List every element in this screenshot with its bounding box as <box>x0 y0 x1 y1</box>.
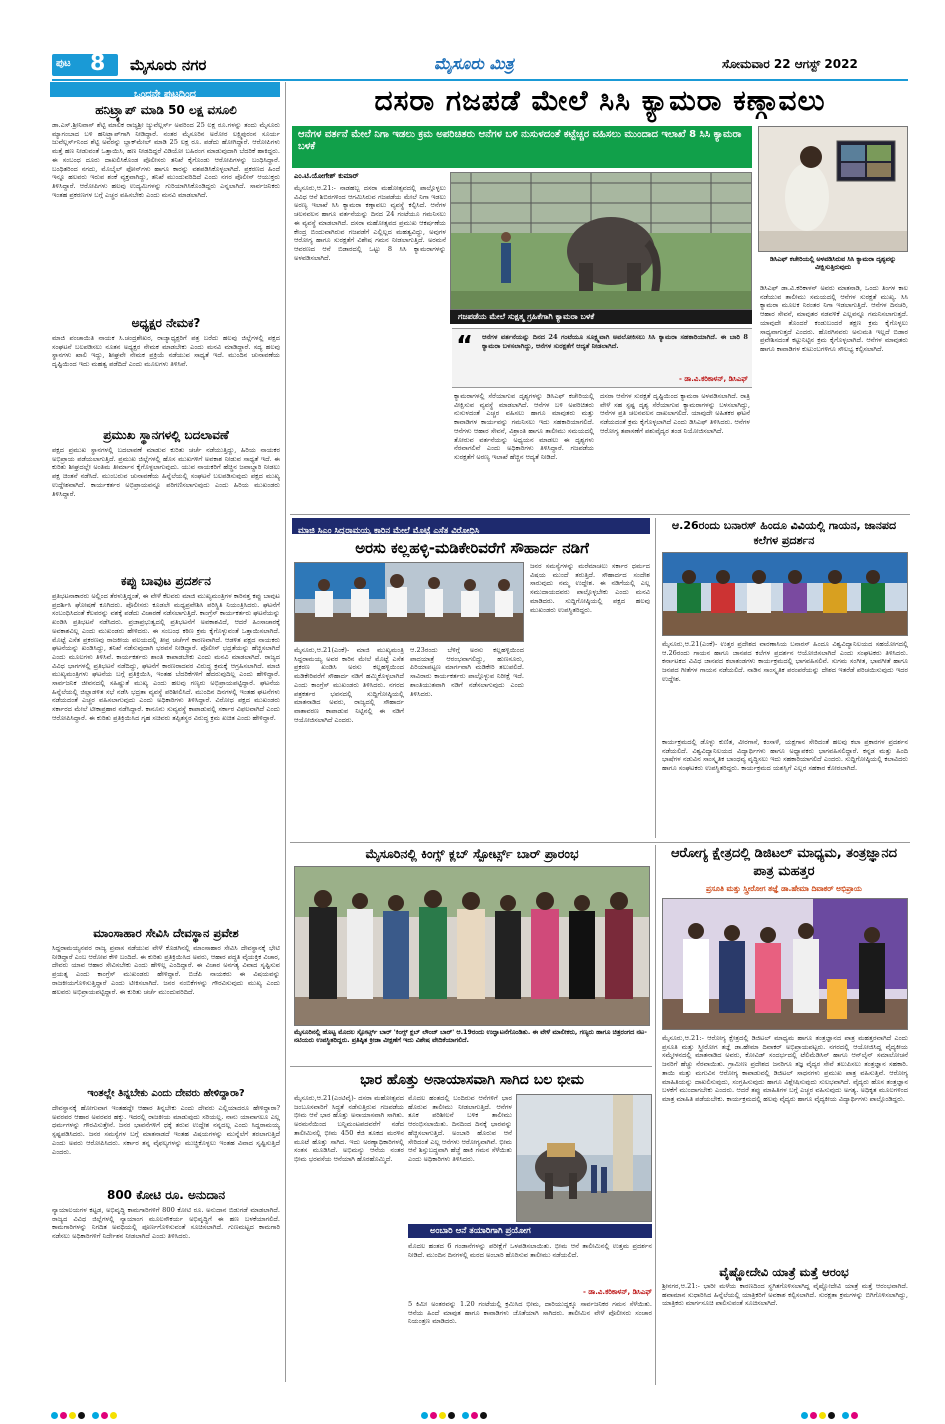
left-headline-6: ಇಂತಲ್ಲೇ ತಿನ್ನಬೇಕು ಎಂದು ದೇವರು ಹೇಳಿದ್ದಾರಾ? <box>87 1088 245 1099</box>
page-number: 8 <box>90 51 106 76</box>
kings-inauguration-photo <box>294 866 650 1026</box>
kicker-item-3: 8 ಸಿಸಿ ಕ್ಯಾಮರಾ ಬಳಕೆ <box>298 129 742 152</box>
banaras-body-2: ಕಾರ್ಯಕ್ರಮದಲ್ಲಿ ಡೊಳ್ಳು ಕುಣಿತ, ವೀರಗಾಸೆ, ಕಂಸಾಳೆ, ಯಕ್ಷಗಾನ ಸೇರಿದಂತೆ ಹಲವು ಕಲಾ ಪ್ರಕಾರಗಳ ಪ್ರದರ್ಶನ ನಡೆಯಲಿದೆ. ವಿಶ್ವವಿದ್ಯಾನಿಲಯದ ವಿದ್ಯಾರ್ಥಿಗಳು ಹಾಗೂ ಅಧ್ಯಾಪಕರು ಭಾಗವಹಿಸಲಿದ್ದಾರೆ. ಕನ್ನಡ ಮತ್ತು ಹಿಂದಿ ಭಾಷೆಗಳ ನಡುವಿನ ಸಾಂಸ್ಕೃತಿಕ ಬಾಂಧವ್ಯ ವೃದ್ಧಿಸಲು ಇದು ಸಹಕಾರಿಯಾಗಲಿದೆ ಎಂದರು. ಸುದ್ದಿಗೋಷ್ಠಿಯಲ್ಲಿ ಕಲಾವಿದರು ಹಾಗೂ ಸಂಘಟಕರು ಉಪಸ್ಥಿತರಿದ್ದರು. ಕಾರ್ಯಕ್ರಮದ ಯಶಸ್ಸಿಗೆ ಎಲ್ಲರ ಸಹಕಾರ ಕೋರಲಾಗಿದೆ. <box>662 738 908 773</box>
masthead-rule <box>52 79 908 81</box>
kings-photo-caption: ಮೈಸೂರಿನಲ್ಲಿ ಹೊಟ್ಟ ಮೊದಲ ಸ್ಪೋರ್ಟ್ಸ್ ಬಾರ್ 'ಕಿಂಗ್ಸ್ ಕ್ಲಬ್ ಲೌಂಜ್ ಬಾರ್' ಆ.19ರಂದು ಉದ್ಘಾಟನೆಗೊಂಡಿತು. ಈ ವೇಳೆ ಮಾಲೀಕರು, ಗಣ್ಯರು ಹಾಗೂ ಚಿತ್ರರಂಗದ ನಟ-ನಟಿಯರು ಉಪಸ್ಥಿತರಿದ್ದರು. ಪ್ರತಿಷ್ಠಿತ ಕ್ರೀಡಾ ವೀಕ್ಷಣೆಗೆ ಇದು ವಿಶೇಷ ವೇದಿಕೆಯಾಗಲಿದೆ. <box>294 1028 647 1044</box>
lead-headline: ದಸರಾ ಗಜಪಡೆ ಮೇಲೆ ಸಿಸಿ ಕ್ಯಾಮರಾ ಕಣ್ಗಾವಲು <box>374 84 826 117</box>
column-rule-left <box>285 82 286 1382</box>
issue-date: ಸೋಮವಾರ 22 ಆಗಸ್ಟ್ 2022 <box>722 57 858 71</box>
mid-rule <box>290 842 910 843</box>
bhima-photo-caption: ಅಂಬಾರಿ ಆನೆ ತಯಾರಿಗಾಗಿ ಪ್ರಯೋಗ <box>430 1226 531 1236</box>
lead-byline: ಎಂ.ಟಿ.ಯೋಗೇಶ್ ಕುಮಾರ್ <box>294 172 359 180</box>
bhima-body-1: ಮೈಸೂರು,ಆ.21(ಎಂಟಿವೈ)- ದಸರಾ ಮಹೋತ್ಸವದ ಜಂಬೂಸವಾರಿಗೆ ಸಿದ್ಧತೆ ನಡೆಸುತ್ತಿರುವ ಗಜಪಡೆಯ ಭೀಮ ಆನೆ ಭಾರ ಹೊತ್ತು ಅನಾಯಾಸವಾಗಿ ಸಾಗಿತು. ಅರಮನೆಯಿಂದ ಬನ್ನಿಮಂಟಪದವರೆಗೆ ನಡೆದ ತಾಲೀಮಿನಲ್ಲಿ ಭೀಮ 450 ಕೆಜಿ ತೂಕದ ಮರಳಿನ ಮೂಟೆ ಹೊತ್ತು ಸಾಗಿದ. ಇದು ಅರಣ್ಯಾಧಿಕಾರಿಗಳಲ್ಲಿ ಸಂತಸ ಮೂಡಿಸಿದೆ. ಅಭಿಮನ್ಯು ಆನೆಯ ನಂತರ ಭೀಮ ಭರವಸೆಯ ಆನೆಯಾಗಿ ಹೊರಹೊಮ್ಮಿದೆ. <box>294 1094 404 1163</box>
left-body-7: ನ್ಯಾಯಾಲಯಗಳ ಕಟ್ಟಡ, ಅಭಿವೃದ್ಧಿ ಕಾಮಗಾರಿಗಳಿಗೆ 800 ಕೋಟಿ ರೂ. ಅನುದಾನ ಬಿಡುಗಡೆ ಮಾಡಲಾಗಿದೆ. ರಾಜ್ಯದ ವಿವಿಧ ಜಿಲ್ಲೆಗಳಲ್ಲಿ ನ್ಯಾಯಾಂಗ ಮೂಲಸೌಕರ್ಯ ಅಭಿವೃದ್ಧಿಗೆ ಈ ಹಣ ಬಳಕೆಯಾಗಲಿದೆ. ಕಾಮಗಾರಿಗಳನ್ನು ನಿಗದಿತ ಅವಧಿಯಲ್ಲಿ ಪೂರ್ಣಗೊಳಿಸುವಂತೆ ಸೂಚಿಸಲಾಗಿದೆ. ಗುಣಮಟ್ಟದ ಕಾಮಗಾರಿ ನಡೆಸಲು ಅಧಿಕಾರಿಗಳಿಗೆ ನಿರ್ದೇಶನ ನೀಡಲಾಗಿದೆ ಎಂದು ತಿಳಿಸಿದರು. <box>52 1206 280 1241</box>
sauhardha-body-1: ಮೈಸೂರು,ಆ.21(ಎಂಕೆ)- ಮಾಜಿ ಮುಖ್ಯಮಂತ್ರಿ ಸಿದ್ದರಾಮಯ್ಯ ಅವರ ಕಾರಿನ ಮೇಲೆ ಮೊಟ್ಟೆ ಎಸೆತ ಪ್ರಕರಣ ಖಂಡಿಸಿ ಅರಸು ಕಲ್ಲಹಳ್ಳಿಯಿಂದ ಮಡಿಕೇರಿವರೆಗೆ ಸೌಹಾರ್ದ ನಡಿಗೆ ಹಮ್ಮಿಕೊಳ್ಳಲಾಗಿದೆ ಎಂದು ಕಾಂಗ್ರೆಸ್ ಮುಖಂಡರು ತಿಳಿಸಿದರು. ನಗರದ ಪತ್ರಕರ್ತರ ಭವನದಲ್ಲಿ ಸುದ್ದಿಗೋಷ್ಠಿಯಲ್ಲಿ ಮಾತನಾಡಿದ ಅವರು, ರಾಜ್ಯದಲ್ಲಿ ಸೌಹಾರ್ದ ವಾತಾವರಣ ಕಾಪಾಡುವ ನಿಟ್ಟಿನಲ್ಲಿ ಈ ನಡಿಗೆ ಆಯೋಜಿಸಲಾಗಿದೆ ಎಂದರು. <box>294 646 404 724</box>
cctv-office-photo <box>758 126 908 252</box>
bhima-body-2: ಮೊದಲ ಹಂತದಲ್ಲಿ ಬಂದಿರುವ ಆನೆಗಳಿಗೆ ಭಾರ ಹೊರುವ ತಾಲೀಮು ನೀಡಲಾಗುತ್ತಿದೆ. ಆನೆಗಳ ತೂಕ ಪರಿಶೀಲನೆ ಬಳಿಕ ತಾಲೀಮು ಆರಂಭಿಸಲಾಯಿತು. ದಿನದಿಂದ ದಿನಕ್ಕೆ ಭಾರವನ್ನು ಹೆಚ್ಚಿಸಲಾಗುತ್ತಿದೆ. ಅಂಬಾರಿ ಹೊರುವ ಆನೆ ಸೇರಿದಂತೆ ಎಲ್ಲ ಆನೆಗಳು ಆರೋಗ್ಯವಾಗಿವೆ. ಭೀಮ ಆನೆ ಶಿಸ್ತುಬದ್ಧವಾಗಿ ಹೆಜ್ಜೆ ಹಾಕಿ ಗಮನ ಸೆಳೆಯಿತು ಎಂದು ಅಧಿಕಾರಿಗಳು ತಿಳಿಸಿದರು. <box>408 1094 512 1163</box>
left-body-3: ಪಕ್ಷದ ಪ್ರಮುಖ ಸ್ಥಾನಗಳಲ್ಲಿ ಬದಲಾವಣೆ ಮಾಡುವ ಕುರಿತು ಚರ್ಚೆ ನಡೆಯುತ್ತಿದ್ದು, ಹಿರಿಯ ನಾಯಕರ ಅಭಿಪ್ರಾಯ ಪಡೆಯಲಾಗುತ್ತಿದೆ. ಪ್ರಮುಖ ಜಿಲ್ಲೆಗಳಲ್ಲಿ ಹೊಸ ಮುಖಗಳಿಗೆ ಅವಕಾಶ ನೀಡುವ ಸಾಧ್ಯತೆ ಇದೆ. ಈ ಕುರಿತು ಶೀಘ್ರದಲ್ಲೇ ಅಂತಿಮ ತೀರ್ಮಾನ ಕೈಗೊಳ್ಳಲಾಗುವುದು. ಯುವ ನಾಯಕರಿಗೆ ಹೆಚ್ಚಿನ ಜವಾಬ್ದಾರಿ ನೀಡಲು ಪಕ್ಷ ಚಿಂತನೆ ನಡೆಸಿದೆ. ಮುಂಬರುವ ಚುನಾವಣೆಯ ಹಿನ್ನೆಲೆಯಲ್ಲಿ ಸಂಘಟನೆ ಬಲಪಡಿಸುವುದು ಪಕ್ಷದ ಮುಖ್ಯ ಉದ್ದೇಶವಾಗಿದೆ. ಕಾರ್ಯಕರ್ತರ ಅಭಿಪ್ರಾಯವನ್ನೂ ಪರಿಗಣಿಸಲಾಗುವುದು ಎಂದು ಹಿರಿಯ ಮುಖಂಡರು ತಿಳಿಸಿದ್ದಾರೆ. <box>52 446 280 498</box>
left-headline-5: ಮಾಂಸಾಹಾರ ಸೇವಿಸಿ ದೇವಸ್ಥಾನ ಪ್ರವೇಶ <box>93 926 239 940</box>
lead-body-col4: ಡಿಸಿಎಫ್ ಡಾ.ವಿ.ಕರಿಕಾಳನ್ ಅವರು ಮಾತನಾಡಿ, ಒಂದು ತಿಂಗಳ ಕಾಲ ನಡೆಯುವ ತಾಲೀಮು ಸಮಯದಲ್ಲಿ ಆನೆಗಳ ಸುರಕ್ಷತೆ ಮುಖ್ಯ. ಸಿಸಿ ಕ್ಯಾಮರಾ ಮೂಲಕ ನಿರಂತರ ನಿಗಾ ಇಡಲಾಗುತ್ತಿದೆ. ಆನೆಗಳ ದಿನಚರಿ, ಆಹಾರ ಸೇವನೆ, ಮಾವುತರ ನಡವಳಿಕೆ ಎಲ್ಲವನ್ನೂ ಗಮನಿಸಲಾಗುತ್ತದೆ. ಯಾವುದೇ ತೊಂದರೆ ಕಂಡುಬಂದರೆ ತಕ್ಷಣ ಕ್ರಮ ಕೈಗೊಳ್ಳಲು ಸಾಧ್ಯವಾಗುತ್ತದೆ ಎಂದರು. ಹೊರಗಿನವರು ಅನುಮತಿ ಇಲ್ಲದೆ ಬಿಡಾರ ಪ್ರವೇಶಿಸದಂತೆ ಕಟ್ಟುನಿಟ್ಟಿನ ಕ್ರಮ ಕೈಗೊಳ್ಳಲಾಗಿದೆ. ಆನೆಗಳ ಮಾವುತರು ಹಾಗೂ ಕಾವಾಡಿಗಳ ಕುಟುಂಬಗಳಿಗೂ ಸೌಲಭ್ಯ ಕಲ್ಪಿಸಲಾಗಿದೆ. <box>760 284 908 353</box>
left-body-4: ಪ್ರತಿಭಟನಾಕಾರರು ಅಲ್ಲಿಂದ ತೆರಳುತ್ತಿದ್ದಂತೆ, ಈ ವೇಳೆ ಕೆಲವರು ಮಾಜಿ ಮುಖ್ಯಮಂತ್ರಿಗಳ ಕಾರಿನತ್ತ ಕಪ್ಪು ಬಾವುಟ ಪ್ರದರ್ಶಿಸಿ ಘೋಷಣೆ ಕೂಗಿದರು. ಪೊಲೀಸರು ಕೂಡಲೇ ಮಧ್ಯಪ್ರವೇಶಿಸಿ ಪರಿಸ್ಥಿತಿ ನಿಯಂತ್ರಿಸಿದರು. ಘಟನೆಗೆ ಸಂಬಂಧಿಸಿದಂತೆ ಕೆಲವರನ್ನು ವಶಕ್ಕೆ ಪಡೆದು ವಿಚಾರಣೆ ನಡೆಸಲಾಗುತ್ತಿದೆ. ಕಾಂಗ್ರೆಸ್ ಕಾರ್ಯಕರ್ತರು ಘಟನೆಯನ್ನು ಖಂಡಿಸಿ ಪ್ರತಿಭಟನೆ ನಡೆಸಿದರು. ಪ್ರಜಾಪ್ರಭುತ್ವದಲ್ಲಿ ಪ್ರತಿಭಟನೆಗೆ ಅವಕಾಶವಿದೆ, ಆದರೆ ಹಿಂಸಾಚಾರಕ್ಕೆ ಅವಕಾಶವಿಲ್ಲ ಎಂದು ಮುಖಂಡರು ಹೇಳಿದರು. ಈ ಸಂಬಂಧ ಕಠಿಣ ಕ್ರಮ ಕೈಗೊಳ್ಳುವಂತೆ ಒತ್ತಾಯಿಸಲಾಗಿದೆ. ಮೊಟ್ಟೆ ಎಸೆತ ಪ್ರಕರಣವು ರಾಜಕೀಯ ವಲಯದಲ್ಲಿ ತೀವ್ರ ಚರ್ಚೆಗೆ ಕಾರಣವಾಗಿದೆ. ಆಡಳಿತ ಪಕ್ಷದ ನಾಯಕರು ಘಟನೆಯನ್ನು ಖಂಡಿಸಿದ್ದು, ತನಿಖೆ ನಡೆಸುವುದಾಗಿ ಭರವಸೆ ನೀಡಿದ್ದಾರೆ. ಪೊಲೀಸ್ ಭದ್ರತೆಯನ್ನು ಹೆಚ್ಚಿಸಲಾಗಿದೆ ಎಂದು ಮೂಲಗಳು ತಿಳಿಸಿವೆ. ಕಾರ್ಯಕರ್ತರು ಶಾಂತಿ ಕಾಪಾಡಬೇಕು ಎಂದು ಮನವಿ ಮಾಡಲಾಗಿದೆ. ರಾಜ್ಯದ ವಿವಿಧ ಭಾಗಗಳಲ್ಲಿ ಪ್ರತಿಭಟನೆ ನಡೆದಿದ್ದು, ಘಟನೆಗೆ ಕಾರಣರಾದವರ ವಿರುದ್ಧ ಕ್ರಮಕ್ಕೆ ಆಗ್ರಹಿಸಲಾಗಿದೆ. ಮಾಜಿ ಮುಖ್ಯಮಂತ್ರಿಗಳು ಘಟನೆಯ ಬಗ್ಗೆ ಪ್ರತಿಕ್ರಿಯಿಸಿ, ಇಂತಹ ಬೆದರಿಕೆಗಳಿಗೆ ಹೆದರುವುದಿಲ್ಲ ಎಂದು ಹೇಳಿದ್ದಾರೆ. ಸಾರ್ವಜನಿಕ ಜೀವನದಲ್ಲಿ ಸಹಿಷ್ಣುತೆ ಮುಖ್ಯ ಎಂದು ಹಲವು ಗಣ್ಯರು ಅಭಿಪ್ರಾಯಪಟ್ಟಿದ್ದಾರೆ. ಘಟನೆಯ ಹಿನ್ನೆಲೆಯಲ್ಲಿ ಜಿಲ್ಲಾಡಳಿತ ಸಭೆ ನಡೆಸಿ ಭದ್ರತಾ ವ್ಯವಸ್ಥೆ ಪರಿಶೀಲಿಸಿದೆ. ಮುಂದಿನ ದಿನಗಳಲ್ಲಿ ಇಂತಹ ಘಟನೆಗಳು ನಡೆಯದಂತೆ ಎಚ್ಚರ ವಹಿಸಲಾಗುವುದು ಎಂದು ಅಧಿಕಾರಿಗಳು ತಿಳಿಸಿದ್ದಾರೆ. ವಿರೋಧ ಪಕ್ಷದ ಮುಖಂಡರು ಸರ್ಕಾರದ ಮೇಲೆ ಟೀಕಾಪ್ರಹಾರ ನಡೆಸಿದ್ದಾರೆ. ಕಾನೂನು ಸುವ್ಯವಸ್ಥೆ ಕಾಪಾಡುವಲ್ಲಿ ಸರ್ಕಾರ ವಿಫಲವಾಗಿದೆ ಎಂದು ಆರೋಪಿಸಿದ್ದಾರೆ. ಈ ಕುರಿತು ಪ್ರತಿಕ್ರಿಯಿಸಿದ ಗೃಹ ಸಚಿವರು ತಪ್ಪಿತಸ್ಥರ ವಿರುದ್ಧ ಕ್ರಮ ಖಚಿತ ಎಂದು ಹೇಳಿದ್ದಾರೆ. <box>52 592 280 722</box>
kicker-item-1: ಆನೆಗಳ ವರ್ತನೆ ಮೇಲೆ ನಿಗಾ ಇಡಲು ಕ್ರಮ <box>298 129 433 140</box>
color-registration-marks-right <box>800 1404 910 1414</box>
lead-quote-by: - ಡಾ.ವಿ.ಕರಿಕಾಳನ್, ಡಿಸಿಎಫ್ <box>678 375 748 383</box>
elephant-photo <box>450 172 752 310</box>
left-headline-4: ಕಪ್ಪು ಬಾವುಟ ಪ್ರದರ್ಶನ <box>121 574 211 588</box>
color-registration-marks-center <box>420 1404 540 1414</box>
arogya-headline: ಆರೋಗ್ಯ ಕ್ಷೇತ್ರದಲ್ಲಿ ಡಿಜಿಟಲ್ ಮಾಧ್ಯಮ, ತಂತ್ರಜ್ಞಾನದ ಪಾತ್ರ ಮಹತ್ತರ <box>670 846 898 879</box>
lead-body-left: ಮೈಸೂರು,ಆ.21:- ನಾಡಹಬ್ಬ ದಸರಾ ಮಹೋತ್ಸವದಲ್ಲಿ ಪಾಲ್ಗೊಳ್ಳಲು ವಿವಿಧ ಆನೆ ಶಿಬಿರಗಳಿಂದ ಆಗಮಿಸಿರುವ ಗಜಪಡೆಯ ಮೇಲೆ ನಿಗಾ ಇಡಲು ಅರಣ್ಯ ಇಲಾಖೆ ಸಿಸಿ ಕ್ಯಾಮರಾ ಕಣ್ಗಾವಲು ವ್ಯವಸ್ಥೆ ಕಲ್ಪಿಸಿದೆ. ಆನೆಗಳ ಚಲನವಲನ ಹಾಗೂ ವರ್ತನೆಯನ್ನು ದಿನದ 24 ಗಂಟೆಯೂ ಗಮನಿಸಲು ಈ ವ್ಯವಸ್ಥೆ ಮಾಡಲಾಗಿದೆ. ದಸರಾ ಮಹೋತ್ಸವದ ಪ್ರಮುಖ ಆಕರ್ಷಣೆಯ ಕೇಂದ್ರ ಬಿಂದುವಾಗಿರುವ ಗಜಪಡೆಗೆ ಎಲ್ಲಿಲ್ಲದ ಮಹತ್ವವಿದ್ದು, ಅವುಗಳ ಆರೋಗ್ಯ ಹಾಗೂ ಸುರಕ್ಷತೆಗೆ ವಿಶೇಷ ಗಮನ ನೀಡಲಾಗುತ್ತಿದೆ. ಅರಮನೆ ಆವರಣದ ಆನೆ ಬಿಡಾರದಲ್ಲಿ ಒಟ್ಟು 8 ಸಿಸಿ ಕ್ಯಾಮರಾಗಳನ್ನು ಅಳವಡಿಸಲಾಗಿದೆ. <box>294 184 446 262</box>
lead-kicker-box <box>292 126 752 168</box>
masthead <box>46 50 908 78</box>
sauhardha-body-3: ಜನರ ಸಮಸ್ಯೆಗಳನ್ನು ಮರೆಮಾಚಲು ಸರ್ಕಾರ ಧರ್ಮದ ವಿಷಯ ಮುಂದೆ ತರುತ್ತಿದೆ. ಸೌಹಾರ್ದದ ಸಂದೇಶ ಸಾರುವುದು ನಮ್ಮ ಉದ್ದೇಶ. ಈ ನಡಿಗೆಯಲ್ಲಿ ಎಲ್ಲ ಸಮುದಾಯದವರು ಪಾಲ್ಗೊಳ್ಳಬೇಕು ಎಂದು ಮನವಿ ಮಾಡಿದರು. ಸುದ್ದಿಗೋಷ್ಠಿಯಲ್ಲಿ ಪಕ್ಷದ ಹಲವು ಮುಖಂಡರು ಉಪಸ್ಥಿತರಿದ್ದರು. <box>530 562 650 614</box>
lead-quote: ಆನೆಗಳ ವರ್ತನೆಯನ್ನು ದಿನದ 24 ಗಂಟೆಯೂ ಸೂಕ್ಷ್ಮವಾಗಿ ಅವಲೋಕಿಸಲು ಸಿಸಿ ಕ್ಯಾಮರಾ ಸಹಕಾರಿಯಾಗಿದೆ. ಈ ಬಾರಿ 8 ಕ್ಯಾಮರಾ ಬಳಸಲಾಗಿದ್ದು, ಆನೆಗಳ ಸುರಕ್ಷತೆಗೆ ಆದ್ಯತೆ ನೀಡಲಾಗಿದೆ. <box>482 333 748 350</box>
banaras-press-photo <box>662 552 908 636</box>
sauhardha-body-2: ಆ.23ರಂದು ಬೆಳಿಗ್ಗೆ ಅರಸು ಕಲ್ಲಹಳ್ಳಿಯಿಂದ ಪಾದಯಾತ್ರೆ ಆರಂಭವಾಗಲಿದ್ದು, ಹುಣಸೂರು, ಪಿರಿಯಾಪಟ್ಟಣ ಮಾರ್ಗವಾಗಿ ಮಡಿಕೇರಿ ತಲುಪಲಿದೆ. ಸಾವಿರಾರು ಕಾರ್ಯಕರ್ತರು ಪಾಲ್ಗೊಳ್ಳುವ ನಿರೀಕ್ಷೆ ಇದೆ. ಶಾಂತಿಯುತವಾಗಿ ನಡಿಗೆ ನಡೆಸಲಾಗುವುದು ಎಂದು ತಿಳಿಸಿದರು. <box>410 646 524 698</box>
arogya-subhead: ಪ್ರಸೂತಿ ಮತ್ತು ಸ್ತ್ರೀರೋಗ ತಜ್ಞೆ ಡಾ.ಹೇಮಾ ದಿವಾಕರ್ ಅಭಿಪ್ರಾಯ <box>706 884 862 893</box>
elephant-photo-caption: ಗಜಪಡೆಯ ಮೇಲೆ ಸುಕ್ಷತ್ಮ ಗ್ರಹಿಕೆಗಾಗಿ ಕ್ಯಾಮರಾ ಬಳಕೆ <box>458 312 595 321</box>
page-label: ಪುಟ <box>56 58 71 69</box>
sauhardha-press-photo <box>294 562 524 642</box>
left-headline-1: ಹನಿಟ್ರ್ಯಾಪ್ ಮಾಡಿ 50 ಲಕ್ಷ ವಸೂಲಿ <box>95 103 237 117</box>
bhima-quote-by: - ಡಾ.ವಿ.ಕರಿಕಾಳನ್, ಡಿಸಿಎಫ್ <box>582 1288 652 1296</box>
bhima-body-3: ಮೊದಲ ಹಂತದ 6 ಗಂಡಾನೆಗಳನ್ನು ಪರೀಕ್ಷೆಗೆ ಒಳಪಡಿಸಲಾಯಿತು. ಭೀಮ ಆನೆ ತಾಲೀಮಿನಲ್ಲಿ ಉತ್ತಮ ಪ್ರದರ್ಶನ ನೀಡಿದೆ. ಮುಂದಿನ ದಿನಗಳಲ್ಲಿ ಮರದ ಅಂಬಾರಿ ಹೊರಿಸುವ ತಾಲೀಮು ನಡೆಯಲಿದೆ. <box>408 1242 652 1259</box>
column-rule-mid <box>655 518 656 838</box>
bhima-headline: ಭಾರ ಹೊತ್ತು ಅನಾಯಾಸವಾಗಿ ಸಾಗಿದ ಬಲ ಭೀಮ <box>360 1072 584 1088</box>
left-body-2: ಮಾಜಿ ಪಂಚಾಯಿತಿ ನಾಯಕ ಸಿ.ಚಂದ್ರಶೇಖರ, ರಾಜ್ಯಾಧ್ಯಕ್ಷರಿಗೆ ಪತ್ರ ಬರೆದು ಹಲವು ಜಿಲ್ಲೆಗಳಲ್ಲಿ ಪಕ್ಷದ ಸಂಘಟನೆ ಬಲಪಡಿಸಲು ನೂತನ ಅಧ್ಯಕ್ಷರ ನೇಮಕ ಮಾಡಬೇಕು ಎಂದು ಮನವಿ ಮಾಡಿದ್ದಾರೆ. ಸದ್ಯ ಹಲವು ಸ್ಥಾನಗಳು ಖಾಲಿ ಇದ್ದು, ಶೀಘ್ರವೇ ನೇಮಕ ಪ್ರಕ್ರಿಯೆ ನಡೆಯುವ ಸಾಧ್ಯತೆ ಇದೆ. ಮುಂದಿನ ಚುನಾವಣೆಯ ದೃಷ್ಟಿಯಿಂದ ಇದು ಮಹತ್ವ ಪಡೆದಿದೆ ಎಂದು ಮೂಲಗಳು ತಿಳಿಸಿವೆ. <box>52 334 280 369</box>
kings-headline: ಮೈಸೂರಿನಲ್ಲಿ ಕಿಂಗ್ಸ್ ಕ್ಲಬ್ ಸ್ಪೋರ್ಟ್ಸ್ ಬಾರ್ ಪ್ರಾರಂಭ <box>365 846 579 861</box>
lead-quote-box <box>452 328 752 388</box>
vaishno-headline: ವೈಷ್ಣೋದೇವಿ ಯಾತ್ರೆ ಮತ್ತೆ ಆರಂಭ <box>719 1265 849 1279</box>
kicker-item-2: ಅಪರಿಚಿತರು ಆನೆಗಳ ಬಳಿ ನುಸುಳದಂತೆ ಕಟ್ಟೆಚ್ಚರ ವಹಿಸಲು ಮುಂದಾದ ಇಲಾಖೆ <box>436 129 686 140</box>
arogya-body: ಮೈಸೂರು,ಆ.21:- ಆರೋಗ್ಯ ಕ್ಷೇತ್ರದಲ್ಲಿ ಡಿಜಿಟಲ್ ಮಾಧ್ಯಮ ಹಾಗೂ ತಂತ್ರಜ್ಞಾನದ ಪಾತ್ರ ಮಹತ್ತರವಾಗಿದೆ ಎಂದು ಪ್ರಸೂತಿ ಮತ್ತು ಸ್ತ್ರೀರೋಗ ತಜ್ಞೆ ಡಾ.ಹೇಮಾ ದಿವಾಕರ್ ಅಭಿಪ್ರಾಯಪಟ್ಟರು. ನಗರದಲ್ಲಿ ಆಯೋಜಿಸಿದ್ದ ವೈದ್ಯಕೀಯ ಸಮ್ಮೇಳನದಲ್ಲಿ ಮಾತನಾಡಿದ ಅವರು, ಕೋವಿಡ್ ಸಂದರ್ಭದಲ್ಲಿ ಟೆಲಿಮೆಡಿಸಿನ್ ಹಾಗೂ ಆನ್‌ಲೈನ್ ಸಮಾಲೋಚನೆ ಜನರಿಗೆ ಹೆಚ್ಚು ನೆರವಾಯಿತು. ಗ್ರಾಮೀಣ ಪ್ರದೇಶದ ಜನರಿಗೂ ತಜ್ಞ ವೈದ್ಯರ ಸೇವೆ ತಲುಪಿಸಲು ತಂತ್ರಜ್ಞಾನ ಸಹಕಾರಿ. ತಾಯಿ ಮತ್ತು ಮಗುವಿನ ಆರೋಗ್ಯ ಕಾಪಾಡುವಲ್ಲಿ ಡಿಜಿಟಲ್ ಸಾಧನಗಳು ಪ್ರಮುಖ ಪಾತ್ರ ವಹಿಸುತ್ತಿವೆ. ಆರೋಗ್ಯ ಮಾಹಿತಿಯನ್ನು ದಾಖಲಿಸುವುದು, ಸಂಗ್ರಹಿಸುವುದು ಹಾಗೂ ವಿಶ್ಲೇಷಿಸುವುದು ಸುಲಭವಾಗಿದೆ. ವೈದ್ಯರು ಹೊಸ ತಂತ್ರಜ್ಞಾನ ಬಳಕೆಗೆ ಮುಂದಾಗಬೇಕು ಎಂದರು. ಆದರೆ ತಪ್ಪು ಮಾಹಿತಿಗಳ ಬಗ್ಗೆ ಎಚ್ಚರ ವಹಿಸುವುದು ಅಗತ್ಯ. ಅಧಿಕೃತ ಮೂಲಗಳಿಂದ ಮಾತ್ರ ಮಾಹಿತಿ ಪಡೆಯಬೇಕು. ಕಾರ್ಯಕ್ರಮದಲ್ಲಿ ಹಲವು ವೈದ್ಯರು ಹಾಗೂ ವೈದ್ಯಕೀಯ ವಿದ್ಯಾರ್ಥಿಗಳು ಪಾಲ್ಗೊಂಡಿದ್ದರು. <box>662 1034 908 1103</box>
left-body-6: ದೇವಸ್ಥಾನಕ್ಕೆ ಹೋಗುವಾಗ ಇಂತಹದ್ದೇ ಆಹಾರ ತಿನ್ನಬೇಕು ಎಂದು ದೇವರು ಎಲ್ಲಿಯಾದರೂ ಹೇಳಿದ್ದಾರಾ? ಅವರವರ ಆಹಾರ ಅವರವರ ಹಕ್ಕು. ಇದರಲ್ಲಿ ರಾಜಕೀಯ ಮಾಡುವುದು ಸರಿಯಲ್ಲ. ನಾನು ಯಾವಾಗಲೂ ಎಲ್ಲ ಧರ್ಮಗಳನ್ನು ಗೌರವಿಸುತ್ತೇನೆ. ಜನರ ಭಾವನೆಗಳಿಗೆ ಧಕ್ಕೆ ತರುವ ಉದ್ದೇಶ ನನ್ನದಲ್ಲ ಎಂದು ಸಿದ್ದರಾಮಯ್ಯ ಸ್ಪಷ್ಟಪಡಿಸಿದರು. ಜನರ ಸಮಸ್ಯೆಗಳ ಬಗ್ಗೆ ಮಾತನಾಡದೆ ಇಂತಹ ವಿಷಯಗಳನ್ನು ಮುನ್ನೆಲೆಗೆ ತರಲಾಗುತ್ತಿದೆ ಎಂದು ಅವರು ಆರೋಪಿಸಿದರು. ಸರ್ಕಾರ ತನ್ನ ವೈಫಲ್ಯಗಳನ್ನು ಮುಚ್ಚಿಕೊಳ್ಳಲು ಇಂತಹ ವಿವಾದ ಸೃಷ್ಟಿಸುತ್ತಿದೆ ಎಂದರು. <box>52 1104 280 1156</box>
sauhardha-headline: ಅರಸು ಕಲ್ಲಹಳ್ಳಿ-ಮಡಿಕೇರಿವರೆಗೆ ಸೌಹಾರ್ದ ನಡಿಗೆ <box>355 539 589 557</box>
bhima-body-4: 5 ಕಿಮೀ ಅಂತರವನ್ನು 1.20 ಗಂಟೆಯಲ್ಲಿ ಕ್ರಮಿಸಿದ ಭೀಮ, ದಾರಿಯುದ್ದಕ್ಕೂ ಸಾರ್ವಜನಿಕರ ಗಮನ ಸೆಳೆಯಿತು. ಆನೆಯ ಹಿಂದೆ ಮಾವುತ ಹಾಗೂ ಕಾವಾಡಿಗಳು ಜೊತೆಯಾಗಿ ಸಾಗಿದರು. ತಾಲೀಮಿನ ವೇಳೆ ಪೊಲೀಸರು ಸಂಚಾರ ನಿಯಂತ್ರಣ ಮಾಡಿದರು. <box>408 1300 652 1326</box>
left-body-1: ಡಾ.ಎಸ್.ಶ್ರೀನಿವಾಸ್ ಶೆಟ್ಟಿ ಮಾಲಿಕ ರಾಜ್ಯಶ್ರೀ ಜ್ಯುವೆಲ್ಲರ್ಸ್ ಅವರಿಂದ 25 ಲಕ್ಷ ರೂ.ಗಳನ್ನು ತಂದು ಮೈಸೂರು ಮ್ಯಾಗಂಬಾದ ಬಳಿ ಹನಿಟ್ರ್ಯಾಪ್‌ಗಾಗಿ ನೀಡಿದ್ದಾರೆ. ನಂತರ ಮೈಸೂರಿನ ಅರೋರ ಲಕ್ಷ್ಮಿಪುರಂನ ಸೂರ್ಯ ಜುವೆಲ್ಲರ್ಸ್‌ನಿಂದ ಶೆಟ್ಟಿ ಅವರನ್ನು ಬ್ಲಾಕ್‌ಮೇಲ್ ಮಾಡಿ 25 ಲಕ್ಷ ರೂ. ಪಡೆದು ಹೋಗಿದ್ದಾರೆ. ಆರೋಪಿಗಳು ಮತ್ತೆ ಹಣ ನೀಡುವಂತೆ ಒತ್ತಾಯಿಸಿ, ಹಣ ನೀಡದಿದ್ದರೆ ವಿಡಿಯೋ ಬಹಿರಂಗ ಮಾಡುವುದಾಗಿ ಬೆದರಿಕೆ ಹಾಕಿದ್ದರು. ಈ ಸಂಬಂಧ ದೂರು ದಾಖಲಿಸಿಕೊಂಡ ಪೊಲೀಸರು ತನಿಖೆ ಕೈಗೊಂಡು ಆರೋಪಿಗಳನ್ನು ಬಂಧಿಸಿದ್ದಾರೆ. ಬಂಧಿತರಿಂದ ನಗದು, ಮೊಬೈಲ್ ಫೋನ್‌ಗಳು ಹಾಗೂ ಕಾರನ್ನು ವಶಪಡಿಸಿಕೊಳ್ಳಲಾಗಿದೆ. ಪ್ರಕರಣದ ಹಿಂದೆ ಇನ್ನೂ ಹಲವರು ಇರುವ ಶಂಕೆ ವ್ಯಕ್ತವಾಗಿದ್ದು, ತನಿಖೆ ಮುಂದುವರಿದಿದೆ ಎಂದು ನಗರ ಪೊಲೀಸ್ ಆಯುಕ್ತರು ತಿಳಿಸಿದ್ದಾರೆ. ಆರೋಪಿಗಳು ಹಲವು ಉದ್ಯಮಿಗಳನ್ನು ಗುರಿಯಾಗಿಸಿಕೊಂಡಿದ್ದರು ಎನ್ನಲಾಗಿದೆ. ಸಾರ್ವಜನಿಕರು ಇಂತಹ ಪ್ರಕರಣಗಳ ಬಗ್ಗೆ ಎಚ್ಚರ ವಹಿಸಬೇಕು ಎಂದು ಮನವಿ ಮಾಡಲಾಗಿದೆ. <box>52 121 280 199</box>
lead-body-mid: ಕ್ಯಾಮರಾಗಳಲ್ಲಿ ಸೆರೆಯಾಗುವ ದೃಶ್ಯಗಳನ್ನು ಡಿಸಿಎಫ್ ಕಚೇರಿಯಲ್ಲಿ ವೀಕ್ಷಿಸುವ ವ್ಯವಸ್ಥೆ ಮಾಡಲಾಗಿದೆ. ಆನೆಗಳ ಬಳಿ ಅಪರಿಚಿತರು ನುಸುಳದಂತೆ ಎಚ್ಚರ ವಹಿಸಲು ಹಾಗೂ ಮಾವುತರು ಮತ್ತು ಕಾವಾಡಿಗಳ ಕಾರ್ಯವನ್ನು ಗಮನಿಸಲು ಇದು ಸಹಕಾರಿಯಾಗಲಿದೆ. ಆನೆಗಳು ಆಹಾರ ಸೇವನೆ, ವಿಶ್ರಾಂತಿ ಹಾಗೂ ತಾಲೀಮು ಸಮಯದಲ್ಲಿ ತೋರುವ ವರ್ತನೆಯನ್ನು ಅಧ್ಯಯನ ಮಾಡಲು ಈ ದೃಶ್ಯಗಳು ನೆರವಾಗಲಿವೆ ಎಂದು ಅಧಿಕಾರಿಗಳು ತಿಳಿಸಿದ್ದಾರೆ. ಗಜಪಡೆಯ ಸುರಕ್ಷತೆಗೆ ಅರಣ್ಯ ಇಲಾಖೆ ಹೆಚ್ಚಿನ ಆದ್ಯತೆ ನೀಡಿದೆ. <box>454 392 594 461</box>
left-tag: ಒಂದನೇ ಪುಟದಿಂದ <box>50 82 280 97</box>
lead-body-right: ದಸರಾ ಆನೆಗಳ ಸುರಕ್ಷತೆ ದೃಷ್ಟಿಯಿಂದ ಕ್ಯಾಮರಾ ಅಳವಡಿಸಲಾಗಿದೆ. ರಾತ್ರಿ ವೇಳೆ ಸಹ ಸ್ಪಷ್ಟ ದೃಶ್ಯ ಸೆರೆಯಾಗುವ ಕ್ಯಾಮರಾಗಳನ್ನು ಬಳಸಲಾಗಿದ್ದು, ಆನೆಗಳ ಪ್ರತಿ ಚಲನವಲನ ದಾಖಲಾಗಲಿದೆ. ಯಾವುದೇ ಅಹಿತಕರ ಘಟನೆ ನಡೆಯದಂತೆ ಕ್ರಮ ಕೈಗೊಳ್ಳಲಾಗಿದೆ ಎಂದು ಡಿಸಿಎಫ್ ತಿಳಿಸಿದರು. ಆನೆಗಳ ಆರೋಗ್ಯ ತಪಾಸಣೆಗೆ ಪಶುವೈದ್ಯರ ತಂಡ ನಿಯೋಜಿಸಲಾಗಿದೆ. <box>600 392 750 435</box>
lead-bottom-rule <box>290 514 910 515</box>
quote-mark-icon: “ <box>456 331 474 361</box>
banaras-headline: ಆ.26ರಂದು ಬನಾರಸ್ ಹಿಂದೂ ವಿವಿಯಲ್ಲಿ ಗಾಯನ, ಜಾನಪದ ಕಲೆಗಳ ಪ್ರದರ್ಶನ <box>671 519 897 547</box>
color-registration-marks-left <box>50 1404 170 1414</box>
column-rule-mid-2 <box>655 845 656 1385</box>
cctv-photo-caption: ಡಿಸಿಎಫ್ ಕಚೇರಿಯಲ್ಲಿ ಅಳವಡಿಸಿರುವ ಸಿಸಿ ಕ್ಯಾಮರಾ ದೃಶ್ಯವನ್ನು ವೀಕ್ಷಿಸುತ್ತಿರುವುದು <box>769 255 897 271</box>
paper-name: ಮೈಸೂರು ಮಿತ್ರ <box>434 54 514 73</box>
left-headline-3: ಪ್ರಮುಖ ಸ್ಥಾನಗಳಲ್ಲಿ ಬದಲಾವಣೆ <box>103 428 229 442</box>
arogya-event-photo <box>662 898 908 1030</box>
left-headline-2: ಅಧ್ಯಕ್ಷರ ನೇಮಕ? <box>131 316 201 330</box>
sauhardha-kicker-box <box>292 518 650 534</box>
bhima-top-rule <box>290 1066 652 1067</box>
banaras-body-1: ಮೈಸೂರು,ಆ.21(ಎಂಕೆ)- ಉತ್ತರ ಪ್ರದೇಶದ ವಾರಣಾಸಿಯ ಬನಾರಸ್ ಹಿಂದೂ ವಿಶ್ವವಿದ್ಯಾನಿಲಯದ ಸಹಯೋಗದಲ್ಲಿ ಆ.26ರಂದು ಗಾಯನ ಹಾಗೂ ಜಾನಪದ ಕಲೆಗಳ ಪ್ರದರ್ಶನ ಆಯೋಜಿಸಲಾಗಿದೆ ಎಂದು ಸಂಘಟಕರು ತಿಳಿಸಿದರು. ಕರ್ನಾಟಕದ ವಿವಿಧ ಜಾನಪದ ಕಲಾತಂಡಗಳು ಕಾರ್ಯಕ್ರಮದಲ್ಲಿ ಭಾಗವಹಿಸಲಿವೆ. ಸುಗಮ ಸಂಗೀತ, ಭಾವಗೀತೆ ಹಾಗೂ ಜನಪದ ಗೀತೆಗಳ ಗಾಯನ ನಡೆಯಲಿದೆ. ನಾಡಿನ ಸಾಂಸ್ಕೃತಿಕ ಪರಂಪರೆಯನ್ನು ದೇಶದ ಇತರೆಡೆ ಪರಿಚಯಿಸುವುದು ಇದರ ಉದ್ದೇಶ. <box>662 640 908 683</box>
left-body-5: ಸಿದ್ದರಾಮಯ್ಯನವರ ರಾಜ್ಯ ಪ್ರವಾಸ ನಡೆಯುವ ವೇಳೆ ಕೊಡಗಿನಲ್ಲಿ ಮಾಂಸಾಹಾರ ಸೇವಿಸಿ ದೇವಸ್ಥಾನಕ್ಕೆ ಭೇಟಿ ನೀಡಿದ್ದಾರೆ ಎಂಬ ಆರೋಪ ಕೇಳಿ ಬಂದಿದೆ. ಈ ಕುರಿತು ಪ್ರತಿಕ್ರಿಯಿಸಿದ ಅವರು, ಆಹಾರ ಪದ್ಧತಿ ವೈಯಕ್ತಿಕ ವಿಚಾರ, ದೇವರು ಯಾವ ಆಹಾರ ಸೇವಿಸಬೇಕು ಎಂದು ಹೇಳಿಲ್ಲ ಎಂದಿದ್ದಾರೆ. ಈ ವಿಚಾರ ಅನಗತ್ಯ ವಿವಾದ ಸೃಷ್ಟಿಸುವ ಪ್ರಯತ್ನ ಎಂದು ಕಾಂಗ್ರೆಸ್ ಮುಖಂಡರು ಹೇಳಿದ್ದಾರೆ. ಬಿಜೆಪಿ ನಾಯಕರು ಈ ವಿಷಯವನ್ನು ರಾಜಕೀಯಗೊಳಿಸುತ್ತಿದ್ದಾರೆ ಎಂದು ಟೀಕಿಸಲಾಗಿದೆ. ಜನರ ನಂಬಿಕೆಗಳನ್ನು ಗೌರವಿಸುವುದು ಮುಖ್ಯ ಎಂದು ಹಲವರು ಅಭಿಪ್ರಾಯಪಟ್ಟಿದ್ದಾರೆ. ಈ ಕುರಿತು ಚರ್ಚೆ ಮುಂದುವರಿದಿದೆ. <box>52 944 280 996</box>
sauhardha-kicker: ಮಾಜಿ ಸಿಎಂ ಸಿದ್ದರಾಮಯ್ಯ ಕಾರಿನ ಮೇಲೆ ಮೊಟ್ಟೆ ಎಸೆತ ವಿರೋಧಿಸಿ <box>298 526 480 536</box>
bhima-elephant-photo <box>516 1094 652 1222</box>
vaishno-body: ಶ್ರೀನಗರ,ಆ.21:- ಭಾರೀ ಮಳೆಯ ಕಾರಣದಿಂದ ಸ್ಥಗಿತಗೊಳಿಸಲಾಗಿದ್ದ ವೈಷ್ಣೋದೇವಿ ಯಾತ್ರೆ ಮತ್ತೆ ಆರಂಭವಾಗಿದೆ. ಹವಾಮಾನ ಸುಧಾರಿಸಿದ ಹಿನ್ನೆಲೆಯಲ್ಲಿ ಯಾತ್ರಿಕರಿಗೆ ಅವಕಾಶ ಕಲ್ಪಿಸಲಾಗಿದೆ. ಸುರಕ್ಷತಾ ಕ್ರಮಗಳನ್ನು ಬಿಗಿಗೊಳಿಸಲಾಗಿದ್ದು, ಯಾತ್ರಿಕರು ಮಾರ್ಗಸೂಚಿ ಪಾಲಿಸುವಂತೆ ಸೂಚಿಸಲಾಗಿದೆ. <box>662 1282 908 1308</box>
left-headline-7: 800 ಕೋಟಿ ರೂ. ಅನುದಾನ <box>106 1188 226 1202</box>
section-title: ಮೈಸೂರು ನಗರ <box>130 56 207 74</box>
